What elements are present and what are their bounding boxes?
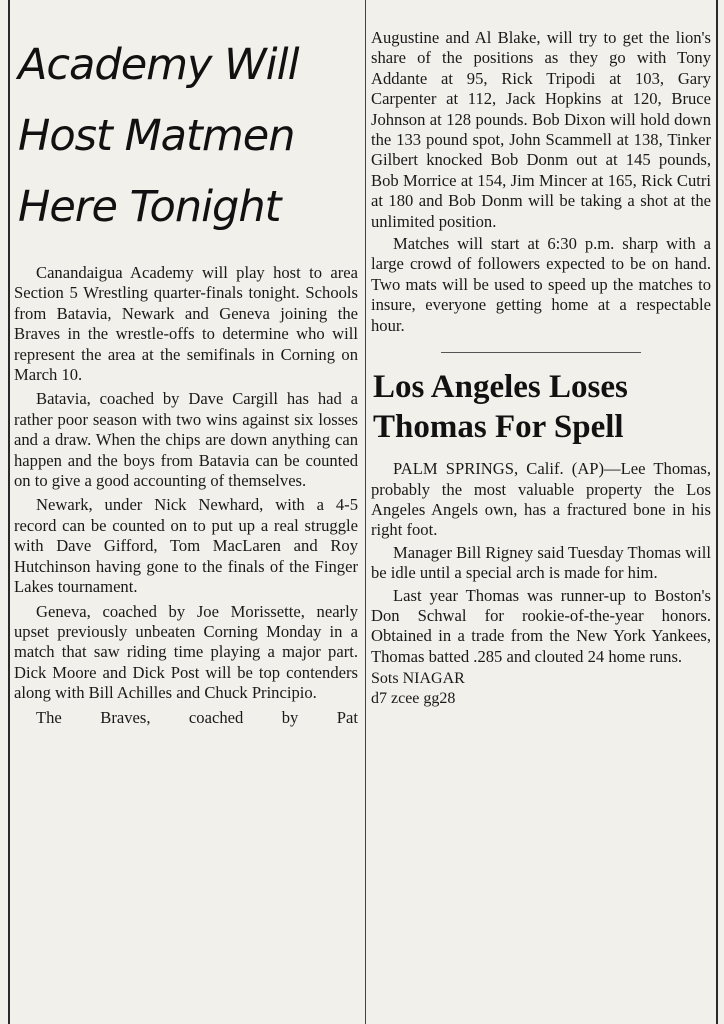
right-column bbox=[371, 0, 711, 1024]
article-paragraph: Canandaigua Academy will play host to area Section 5 Wrestling quarter-finals tonight. Schools from Batavia, Newark and Geneva joining the Braves in the wrestle-offs to determine who will represent the area at the semifinals in Corning on March 10. bbox=[14, 263, 358, 385]
footer-line: Sots NIAGAR bbox=[371, 670, 465, 688]
article-paragraph: Matches will start at 6:30 p.m. sharp with a large crowd of followers expected to be on hand. Two mats will be used to speed up the matches to insure, everyone getting home at a respectable hour. bbox=[371, 234, 711, 335]
article-paragraph: Manager Bill Rigney said Tuesday Thomas will be idle until a special arch is made for him. bbox=[371, 542, 711, 583]
article-paragraph: Batavia, coached by Dave Cargill has had a rather poor season with two wins against six losses and a draw. When the chips are down anything can happen and the boys from Batavia can be counted on to give a good accounting of themselves. bbox=[14, 389, 358, 491]
article-paragraph: PALM SPRINGS, Calif. (AP)—Lee Thomas, probably the most valuable property the Los Angeles Angels own, has a fractured bone in his right foot. bbox=[371, 459, 711, 540]
baseball-article-body bbox=[371, 459, 711, 667]
article-paragraph: Geneva, coached by Joe Morissette, nearly upset previously unbeaten Corning Monday in a match that saw riding time playing a major part. Dick Moore and Dick Post will be top contenders along with Bill Achilles and Chuck Principio. bbox=[14, 601, 358, 703]
column-rule bbox=[365, 0, 366, 1024]
left-column bbox=[14, 0, 358, 1024]
footer-line: d7 zcee gg28 bbox=[371, 690, 456, 708]
article-paragraph: Last year Thomas was runner-up to Boston's Don Schwal for rookie-of-the-year honors. Obtained in a trade from the New York Yankees, Thomas batted .285 and clouted 24 home runs. bbox=[371, 585, 711, 666]
page-border-right bbox=[716, 0, 718, 1024]
baseball-headline bbox=[371, 367, 711, 447]
article-paragraph: Augustine and Al Blake, will try to get the lion's share of the positions as they go with Tony Addante at 95, Rick Tripodi at 103, Gary Carpenter at 112, Jack Hopkins at 120, Bruce Johnson at 128 pounds. Bob Dixon will hold down the 133 pound spot, John Scammell at 138, Tinker Gilbert knocked Bob Donm out at 145 pounds, Bob Morrice at 154, Jim Mincer at 165, Rick Cutri at 180 and Bob Donm will be taking a shot at the unlimited position. bbox=[371, 28, 711, 231]
wrestling-article-body bbox=[14, 263, 358, 728]
headline-line: Academy Will bbox=[18, 40, 299, 90]
page-footer-lines bbox=[371, 669, 711, 709]
wrestling-headline bbox=[14, 0, 358, 243]
article-paragraph: The Braves, coached by Pat bbox=[36, 707, 358, 727]
page-border-left bbox=[8, 0, 10, 1024]
headline-line: Host Matmen bbox=[18, 111, 295, 161]
article-divider bbox=[441, 352, 641, 353]
headline-line: Thomas For Spell bbox=[373, 409, 624, 446]
headline-line: Los Angeles Loses bbox=[373, 369, 628, 406]
wrestling-article-continuation bbox=[371, 28, 711, 336]
headline-line: Here Tonight bbox=[18, 182, 281, 232]
article-paragraph: Newark, under Nick Newhard, with a 4-5 record can be counted on to put up a real struggle with Dave Gifford, Tom MacLaren and Roy Hutchinson having gone to the finals of the Finger Lakes tournament. bbox=[14, 495, 358, 597]
